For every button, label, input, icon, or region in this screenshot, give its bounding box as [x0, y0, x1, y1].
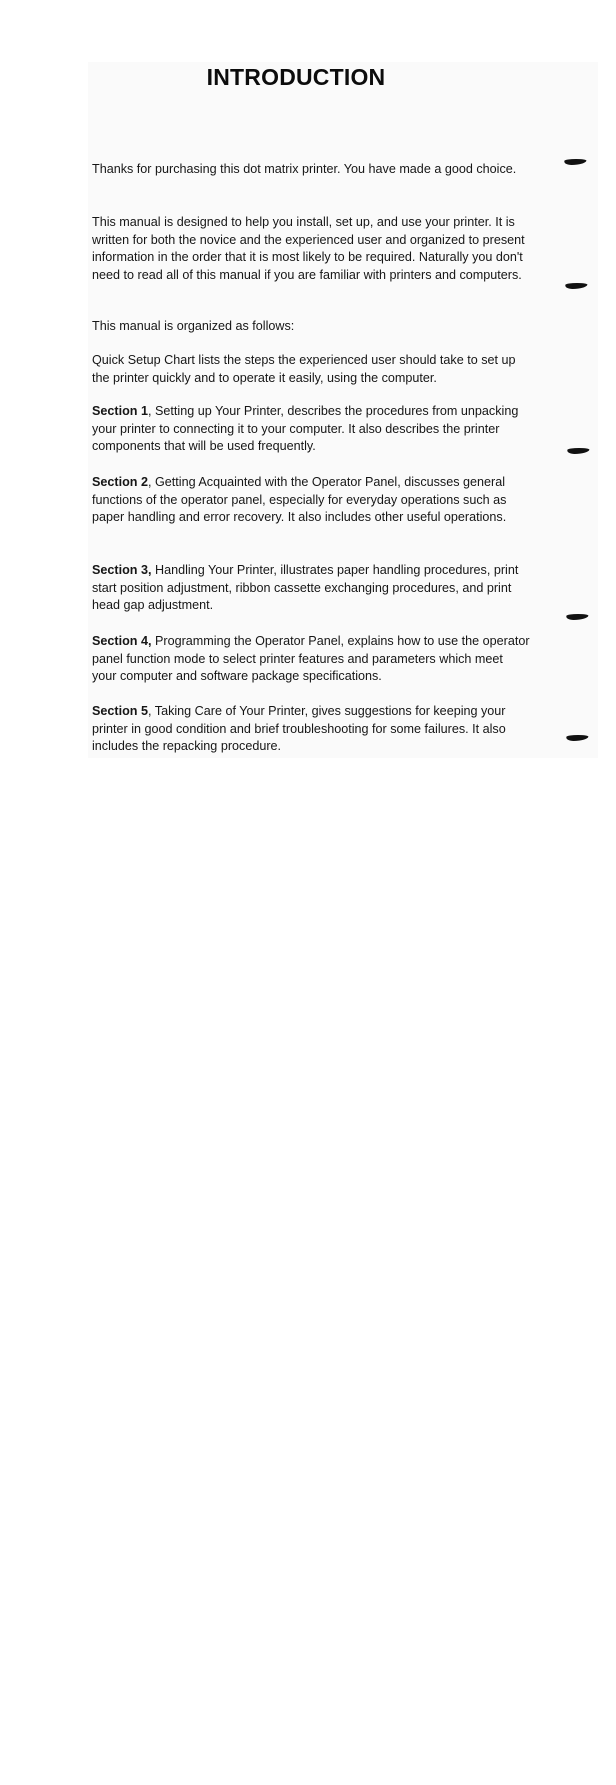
paragraph-text: Handling Your Printer, illustrates paper handling procedures, print start position adjustment, ribbon cassette exchanging procedures, and print head gap adjustment.: [92, 563, 519, 613]
paragraph-text: This manual is designed to help you install, set up, and use your printer. It is written for both the novice and the experienced user and organized to present information in the order that it is most likely to be required. Naturally you don't need to read all of this manual if you are familiar with printers and computers.: [92, 215, 525, 282]
paragraph-section-1: [92, 403, 530, 456]
page-title: INTRODUCTION: [206, 64, 386, 90]
paragraph-text: Quick Setup Chart lists the steps the experienced user should take to set up the printer quickly and to operate it easily, using the computer.: [92, 353, 516, 385]
paragraph-text: , Taking Care of Your Printer, gives suggestions for keeping your printer in good condition and brief troubleshooting for some failures. It also includes the repacking procedure.: [92, 704, 506, 754]
paragraph-section-4: [92, 633, 530, 686]
paragraph-text: Programming the Operator Panel, explains how to use the operator panel function mode to select printer features and parameters which meet your computer and software package specifications.: [92, 634, 530, 684]
paragraph-section-3: [92, 562, 530, 615]
section-label: Section 2: [92, 475, 148, 489]
section-label: Section 4,: [92, 634, 152, 648]
paragraph-text: This manual is organized as follows:: [92, 319, 295, 333]
paragraph-text: , Setting up Your Printer, describes the procedures from unpacking your printer to connecting it to your computer. It also describes the printer components that will be used frequently.: [92, 404, 519, 454]
section-label: Section 1: [92, 404, 148, 418]
paragraph-section-2: [92, 474, 530, 527]
paragraph-organization: [92, 318, 530, 336]
paragraph-thanks: [92, 161, 530, 179]
section-label: Section 5: [92, 704, 148, 718]
paragraph-section-5: [92, 703, 530, 756]
paragraph-quick-setup: [92, 352, 530, 387]
paragraph-text: , Getting Acquainted with the Operator Panel, discusses general functions of the operator panel, especially for everyday operations such as paper handling and error recovery. It also includes other useful operations.: [92, 475, 507, 525]
paragraph-manual-purpose: [92, 214, 530, 284]
paragraph-text: Thanks for purchasing this dot matrix printer. You have made a good choice.: [92, 162, 517, 176]
section-label: Section 3,: [92, 563, 152, 577]
